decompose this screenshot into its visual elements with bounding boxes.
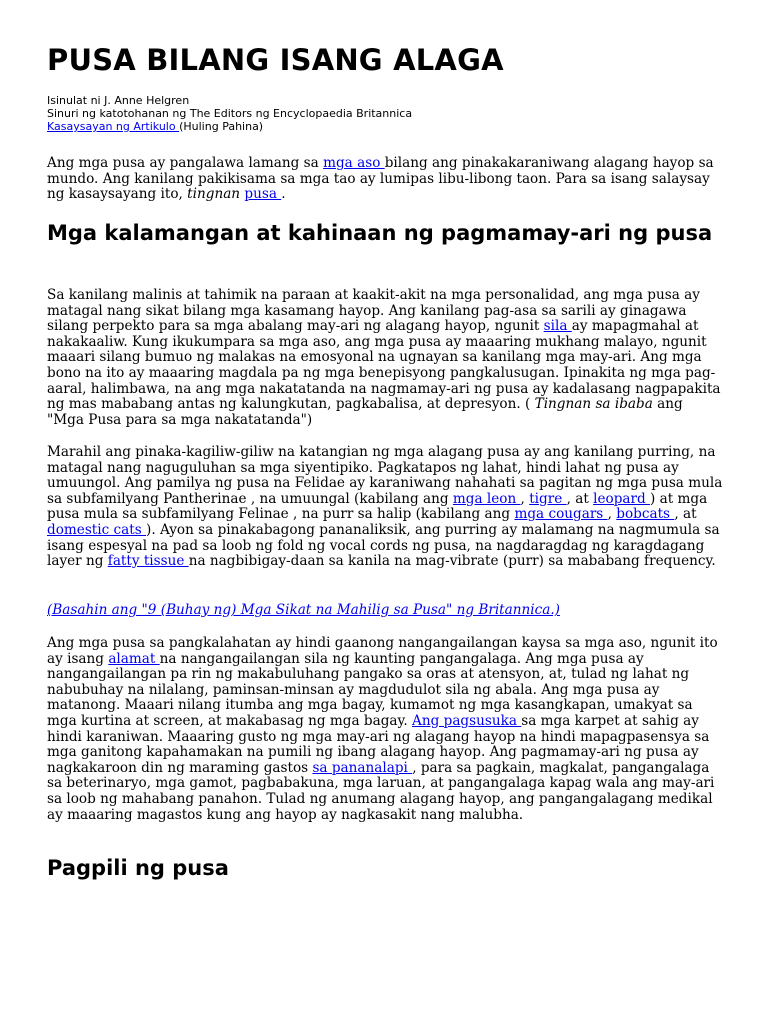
link-sila[interactable]: sila	[543, 318, 572, 335]
history-suffix: (Huling Pahina)	[179, 120, 264, 133]
text: ,	[607, 506, 617, 523]
text: Ang mga pusa sa pangkalahatan ay hindi gaanong nangangailangan kaysa sa mga aso, ngunit ito ay isang	[47, 635, 718, 667]
reviewer-line: Sinuri ng katotohanan ng The Editors ng Encyclopaedia Britannica	[47, 107, 413, 120]
history-line	[47, 120, 412, 133]
link-fatty-tissue[interactable]: fatty tissue	[107, 553, 189, 570]
section-heading-pros-cons: Mga kalamangan at kahinaan ng pagmamay-ari ng pusa	[47, 221, 713, 245]
text: Ang mga pusa ay pangalawa lamang sa	[47, 155, 324, 171]
link-alamat[interactable]: alamat	[108, 650, 160, 667]
text: , at	[566, 490, 594, 507]
link-mga-leon[interactable]: mga leon	[452, 490, 521, 507]
link-bobcats[interactable]: bobcats	[616, 506, 675, 523]
text: ) at mga pusa mula sa subfamilyang Felinae , na purr sa halip (kabilang ang	[47, 490, 708, 523]
link-pusa[interactable]: pusa	[244, 186, 282, 203]
link-ang-pagsusuka[interactable]: Ang pagsusuka	[412, 712, 522, 729]
related-article-note	[47, 603, 723, 619]
text: .	[281, 186, 286, 203]
author-line: Isinulat ni J. Anne Helgren	[47, 94, 190, 107]
page-title: PUSA BILANG ISANG ALAGA	[47, 43, 504, 77]
text: bilang ang pinakakaraniwang alagang hayop sa mundo. Ang kanilang pakikisama sa mga tao ay lumipas libu-libong taon. Para sa isang salaysay ng kasaysayang ito,	[47, 155, 714, 203]
link-leopard[interactable]: leopard	[593, 490, 651, 507]
link-mga-cougars[interactable]: mga cougars	[514, 506, 608, 523]
body-paragraph-3	[47, 636, 723, 823]
body-paragraph-2	[47, 445, 723, 570]
text: ang "Mga Pusa para sa mga nakatatanda")	[47, 396, 683, 428]
text: na nagbibigay-daan sa kanila na mag-vibrate (purr) sa mababang frequency.	[188, 553, 716, 570]
section-heading-choosing-cat: Pagpili ng pusa	[47, 856, 229, 880]
text: ay mapagmahal at nakakaaliw. Kung ikukumpara sa mga aso, ang mga pusa ay maaaring mukhang malayo, ngunit maaari silang bumuo ng malakas na emosyonal na ugnayan sa kanilang mga may-ari. Ang mga bono na ito ay maaaring magdala pa ng mga benepisyong pangkalusugan. Ipinakita ng mga pag-aaral, halimbawa, na ang mga nakatatanda na nagmamay-ari ng pusa ay kadalasang nagpapakita ng mas mababang antas ng kalungkutan, pagkabalisa, at depresyon. (	[47, 318, 721, 413]
body-paragraph-1	[47, 288, 723, 428]
text: tingnan	[187, 186, 241, 203]
text: Marahil ang pinaka-kagiliw-giliw na katangian ng mga alagang pusa ay ang kanilang purring, na matagal nang naguguluhan sa mga siyentipiko. Pagkatapos ng lahat, hindi lahat ng pusa ay umuungol. Ang pamilya ng pusa na Felidae ay karaniwang nahahati sa pagitan ng mga pusa mula sa subfamilyang Pantherinae , na umuungal (kabilang ang	[47, 444, 723, 507]
link-tigre[interactable]: tigre	[529, 490, 567, 507]
text: Sa kanilang malinis at tahimik na paraan at kaakit-akit na mga personalidad, ang mga pusa ay matagal nang sikat bilang mga kasamang hayop. Ang kanilang pag-asa sa sarili ay ginagawa silang perpekto para sa mga abalang may-ari ng alagang hayop, ngunit	[47, 287, 700, 335]
text: Tingnan sa ibaba	[534, 396, 653, 413]
text: , para sa pagkain, magkalat, pangangalaga sa beterinaryo, mga gamot, pagbabakuna, mga laruan, at pangangalaga kapag wala ang may-ari sa loob ng mahabang panahon. Tulad ng anumang alagang hayop, ang pangangalagang medikal ay maaaring magastos kung ang hayop ay nagkasakit nang malubha.	[47, 759, 715, 823]
intro-paragraph	[47, 156, 723, 203]
text: ,	[520, 490, 530, 507]
text: na nangangailangan sila ng kaunting pangangalaga. Ang mga pusa ay nangangailangan pa rin ng makabuluhang pangako sa oras at atensyon, at, tulad ng lahat ng nabubuhay na nilalang, paminsan-minsan ay magdudulot sila ng abala. Ang mga pusa ay matanong. Maaari nilang itumba ang mga bagay, kumamot ng mga kasangkapan, umakyat sa mga kurtina at screen, at makabasag ng mga bagay.	[47, 650, 693, 729]
text: , at	[674, 506, 697, 523]
text: sa mga karpet at sahig ay hindi karaniwan. Maaaring gusto ng mga may-ari ng alagang hayop na hindi mapagpasensya sa mga ganitong kapahamakan na pumili ng ibang alagang hayop. Ang pagmamay-ari ng pusa ay nagkakaroon din ng maraming gastos	[47, 712, 710, 776]
article-meta	[47, 94, 412, 133]
link-mga-aso[interactable]: mga aso	[323, 155, 385, 171]
link-domestic-cats[interactable]: domestic cats	[47, 521, 147, 538]
text: ). Ayon sa pinakabagong pananaliksik, ang purring ay malamang na nagmumula sa isang espesyal na pad sa loob ng fold ng vocal cords ng pusa, na nagdaragdag ng karagdagang layer ng	[47, 521, 720, 570]
link-britannica-cat-lovers[interactable]: (Basahin ang "9 (Buhay ng) Mga Sikat na Mahilig sa Pusa" ng Britannica.)	[47, 602, 560, 618]
link-sa-pananalapi[interactable]: sa pananalapi	[312, 759, 413, 776]
article-history-link[interactable]: Kasaysayan ng Artikulo	[47, 120, 180, 133]
